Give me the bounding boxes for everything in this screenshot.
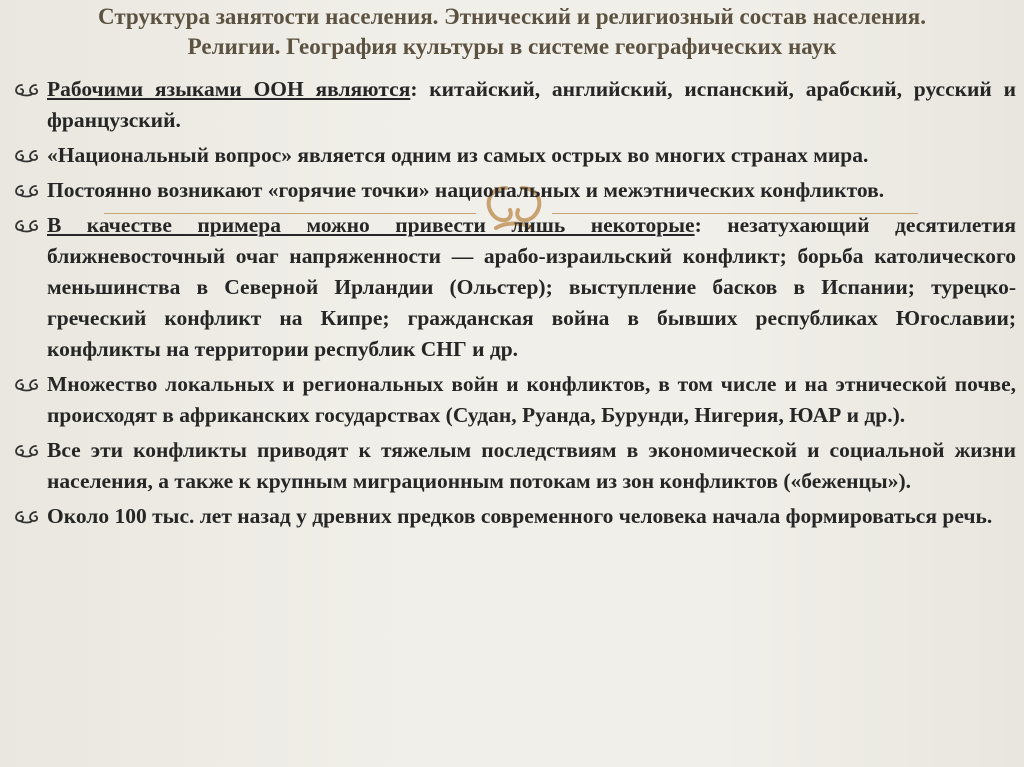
list-item: [10, 74, 1016, 136]
list-item: [10, 210, 1016, 365]
list-item: [10, 140, 1016, 171]
item-text: «Национальный вопрос» является одним из самых острых во многих странах мира.: [47, 143, 869, 167]
title-line-1: Структура занятости населения. Этнический и религиозный состав населения.: [98, 4, 926, 29]
list-item: [10, 175, 1016, 206]
slide-title: [40, 2, 984, 62]
double-curl-bullet-icon: [10, 147, 40, 165]
list-item: [10, 435, 1016, 497]
item-text: Множество локальных и региональных войн и конфликтов, в том числе и на этнической почве, происходят в африканских государствах (Судан, Руанда, Бурунди, Нигерия, ЮАР и др.).: [47, 372, 1016, 427]
item-text: Около 100 тыс. лет назад у древних предков современного человека начала формироваться речь.: [47, 504, 993, 528]
double-curl-bullet-icon: [10, 376, 40, 394]
bullet-list: [10, 74, 1016, 536]
item-text: : китайский, английский, испанский, арабский, русский и французский.: [47, 77, 1016, 132]
item-text: Постоянно возникают «горячие точки» национальных и межэтнических конфликтов.: [47, 178, 885, 202]
double-curl-bullet-icon: [10, 217, 40, 235]
title-line-2: Религии. География культуры в системе географических наук: [187, 34, 837, 59]
item-lead: В качестве примера можно привести лишь некоторые: [47, 213, 695, 237]
item-lead: Рабочими языками ООН являются: [47, 77, 411, 101]
item-text: : незатухающий десятилетия ближневосточный очаг напряженности — арабо-израильский конфликт; борьба католического меньшинства в Северной Ирландии (Ольстер); выступление басков в Испании; турецко-греческий конфликт на Кипре; гражданская война в бывших республиках Югославии; конфликты на территории республик СНГ и др.: [47, 213, 1017, 361]
double-curl-bullet-icon: [10, 182, 40, 200]
double-curl-bullet-icon: [10, 442, 40, 460]
list-item: [10, 501, 1016, 532]
list-item: [10, 369, 1016, 431]
double-curl-bullet-icon: [10, 508, 40, 526]
double-curl-bullet-icon: [10, 81, 40, 99]
item-text: Все эти конфликты приводят к тяжелым последствиям в экономической и социальной жизни населения, а также к крупным миграционным потокам из зон конфликтов («беженцы»).: [47, 438, 1016, 493]
